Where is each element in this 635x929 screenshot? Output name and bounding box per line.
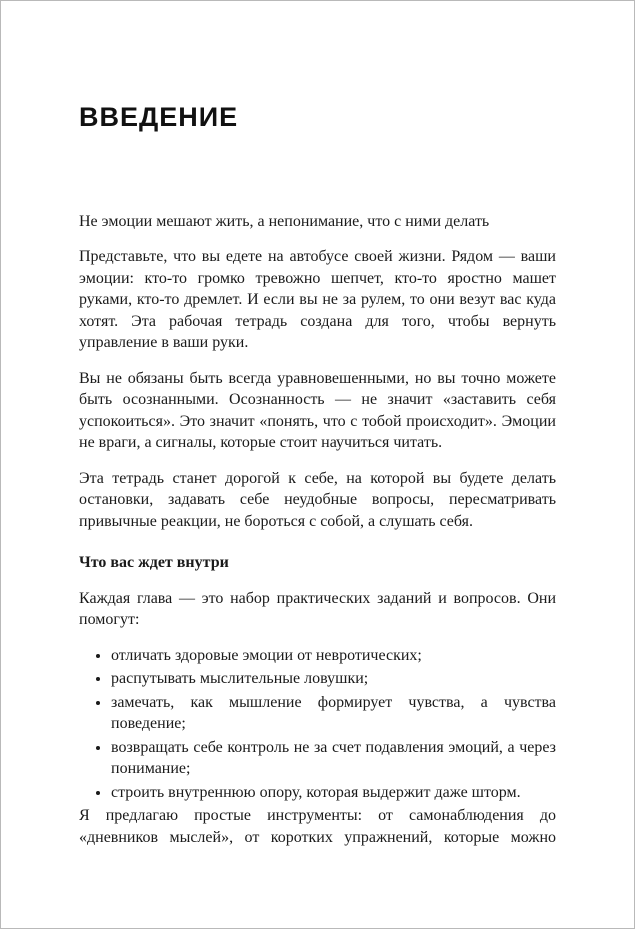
list-item: • распутывать мыслительные ловушки; (111, 668, 556, 690)
list-item: • строить внутреннюю опору, которая выдержит даже шторм. (111, 782, 556, 804)
chapter-title: ВВЕДЕНИЕ (79, 102, 239, 132)
paragraph: Вы не обязаны быть всегда уравновешенными, но вы точно можете быть осознанными. Осознанность — не значит «заставить себя успокоиться». Это значит «понять, что с тобой происходит». Эмоции не враги, а сигналы, которые стоит научиться читать. (79, 369, 556, 452)
epigraph-line: Не эмоции мешают жить, а непонимание, что с ними делать (79, 212, 490, 230)
list-item: • замечать, как мышление формирует чувства, а чувства поведение; (111, 692, 556, 735)
list-item: • возвращать себе контроль не за счет подавления эмоций, а через понимание; (111, 737, 556, 780)
paragraph: Представьте, что вы едете на автобусе своей жизни. Рядом — ваши эмоции: кто-то громко тревожно шепчет, кто-то яростно машет руками, кто-то дремлет. И если вы не за рулем, то они везут вас куда хотят. Эта рабочая тетрадь создана для того, чтобы вернуть управление в ваши руки. (79, 248, 556, 352)
page-content (1, 1, 634, 848)
closing-paragraph: Я предлагаю простые инструменты: от самонаблюдения до «дневников мыслей», от коротких упражнений, которые можно (79, 807, 556, 846)
section-subheading: Что вас ждет внутри (79, 554, 229, 572)
paragraph: Эта тетрадь станет дорогой к себе, на которой вы будете делать остановки, задавать себе неудобные вопросы, пересматривать привычные реакции, не бороться с собой, а слушать себя. (79, 469, 556, 530)
list-intro-paragraph: Каждая глава — это набор практических заданий и вопросов. Они помогут: (79, 589, 556, 629)
bullet-list (79, 645, 556, 804)
list-item: • отличать здоровые эмоции от невротических; (111, 645, 556, 667)
